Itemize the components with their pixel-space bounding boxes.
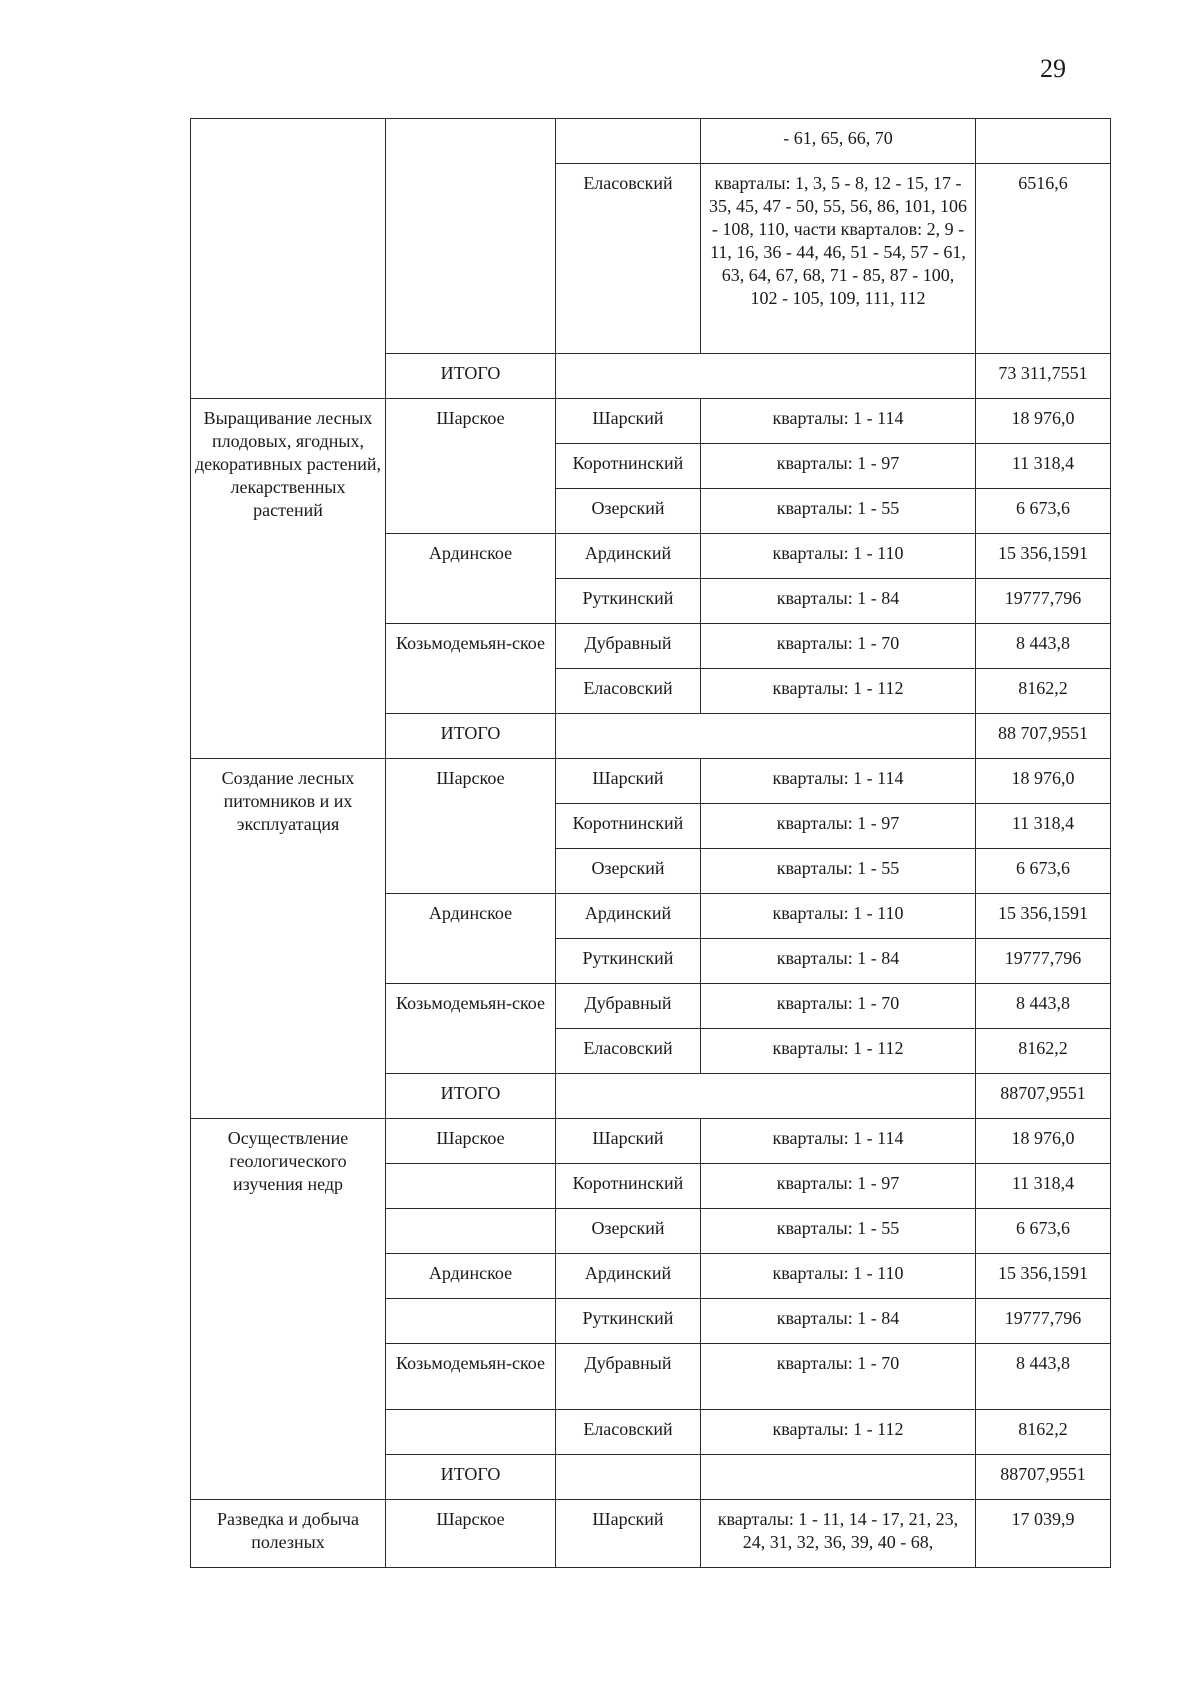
area-cell: 6 673,6 (976, 849, 1111, 894)
desc-cell: кварталы: 1 - 114 (701, 759, 976, 804)
activity-cell: Разведка и добыча полезных (191, 1500, 386, 1568)
forest-cell: Озерский (556, 489, 701, 534)
empty-cell (556, 354, 976, 399)
district-cell: Ардинское (386, 1254, 556, 1299)
desc-cell: кварталы: 1 - 84 (701, 939, 976, 984)
forest-cell: Дубравный (556, 1344, 701, 1410)
empty-cell (556, 1074, 976, 1119)
district-cell: Козьмодемьян-ское (386, 624, 556, 714)
desc-cell: кварталы: 1 - 70 (701, 624, 976, 669)
area-cell: 8162,2 (976, 669, 1111, 714)
area-cell: 11 318,4 (976, 1164, 1111, 1209)
desc-cell: кварталы: 1 - 110 (701, 894, 976, 939)
desc-cell: кварталы: 1 - 97 (701, 804, 976, 849)
table-row (191, 399, 1111, 444)
desc-cell: кварталы: 1 - 84 (701, 1299, 976, 1344)
desc-cell: кварталы: 1 - 112 (701, 1029, 976, 1074)
district-cell (386, 119, 556, 354)
table-row (191, 759, 1111, 804)
total-area: 88707,9551 (976, 1455, 1111, 1500)
page-number: 29 (1040, 54, 1066, 83)
district-cell: Козьмодемьян-ское (386, 984, 556, 1074)
forest-cell: Озерский (556, 1209, 701, 1254)
area-cell: 8 443,8 (976, 984, 1111, 1029)
forest-use-table (190, 118, 1111, 1568)
desc-cell: кварталы: 1 - 110 (701, 534, 976, 579)
desc-cell: кварталы: 1 - 11, 14 - 17, 21, 23, 24, 31, 32, 36, 39, 40 - 68, (701, 1500, 976, 1568)
forest-cell: Руткинский (556, 1299, 701, 1344)
desc-cell: кварталы: 1 - 70 (701, 1344, 976, 1410)
forest-cell: Шарский (556, 759, 701, 804)
desc-cell: кварталы: 1 - 97 (701, 444, 976, 489)
activity-cell: Осуществление геологического изучения недр (191, 1119, 386, 1500)
desc-cell: кварталы: 1 - 114 (701, 399, 976, 444)
forest-cell: Руткинский (556, 939, 701, 984)
desc-cell: кварталы: 1 - 110 (701, 1254, 976, 1299)
forest-cell: Еласовский (556, 669, 701, 714)
table-row (191, 119, 1111, 164)
area-cell: 6 673,6 (976, 1209, 1111, 1254)
desc-cell: кварталы: 1 - 97 (701, 1164, 976, 1209)
district-cell: Ардинское (386, 894, 556, 984)
forest-cell: Дубравный (556, 624, 701, 669)
district-cell: Шарское (386, 1500, 556, 1568)
desc-cell: кварталы: 1, 3, 5 - 8, 12 - 15, 17 - 35, 45, 47 - 50, 55, 56, 86, 101, 106 - 108, 110, части кварталов: 2, 9 - 11, 16, 36 - 44, 46, 51 - 54, 57 - 61, 63, 64, 67, 68, 71 - 85, 87 - 100, 102 - 105, 109, 111, 112 (701, 164, 976, 354)
area-cell: 15 356,1591 (976, 1254, 1111, 1299)
area-cell: 8 443,8 (976, 624, 1111, 669)
area-cell: 8162,2 (976, 1029, 1111, 1074)
district-cell: Шарское (386, 759, 556, 894)
area-cell: 15 356,1591 (976, 534, 1111, 579)
forest-cell (556, 119, 701, 164)
desc-cell: кварталы: 1 - 112 (701, 669, 976, 714)
area-cell: 18 976,0 (976, 399, 1111, 444)
desc-cell: кварталы: 1 - 84 (701, 579, 976, 624)
district-cell (386, 1209, 556, 1254)
area-cell: 17 039,9 (976, 1500, 1111, 1568)
desc-cell: кварталы: 1 - 112 (701, 1410, 976, 1455)
empty-cell (556, 714, 976, 759)
area-cell: 15 356,1591 (976, 894, 1111, 939)
forest-cell: Шарский (556, 399, 701, 444)
forest-cell: Коротнинский (556, 1164, 701, 1209)
district-cell (386, 1410, 556, 1455)
area-cell: 6516,6 (976, 164, 1111, 354)
desc-cell: - 61, 65, 66, 70 (701, 119, 976, 164)
forest-cell: Дубравный (556, 984, 701, 1029)
forest-cell: Еласовский (556, 1029, 701, 1074)
forest-cell: Еласовский (556, 164, 701, 354)
forest-cell: Коротнинский (556, 804, 701, 849)
total-label: ИТОГО (386, 1074, 556, 1119)
desc-cell: кварталы: 1 - 55 (701, 489, 976, 534)
desc-cell: кварталы: 1 - 55 (701, 1209, 976, 1254)
forest-cell: Ардинский (556, 894, 701, 939)
district-cell: Ардинское (386, 534, 556, 624)
forest-cell: Ардинский (556, 1254, 701, 1299)
empty-cell (556, 1455, 701, 1500)
area-cell: 11 318,4 (976, 804, 1111, 849)
desc-cell: кварталы: 1 - 114 (701, 1119, 976, 1164)
desc-cell: кварталы: 1 - 55 (701, 849, 976, 894)
area-cell: 18 976,0 (976, 759, 1111, 804)
district-cell: Шарское (386, 1119, 556, 1164)
empty-cell (701, 1455, 976, 1500)
total-area: 88707,9551 (976, 1074, 1111, 1119)
district-cell (386, 1164, 556, 1209)
area-cell: 6 673,6 (976, 489, 1111, 534)
forest-cell: Еласовский (556, 1410, 701, 1455)
forest-cell: Шарский (556, 1500, 701, 1568)
area-cell: 8 443,8 (976, 1344, 1111, 1410)
area-cell: 18 976,0 (976, 1119, 1111, 1164)
area-cell: 8162,2 (976, 1410, 1111, 1455)
table-row (191, 1119, 1111, 1164)
forest-cell: Озерский (556, 849, 701, 894)
district-cell (386, 1299, 556, 1344)
activity-cell: Выращивание лесных плодовых, ягодных, декоративных растений, лекарственных растений (191, 399, 386, 759)
table-row (191, 1500, 1111, 1568)
activity-cell (191, 119, 386, 399)
total-label: ИТОГО (386, 354, 556, 399)
desc-cell: кварталы: 1 - 70 (701, 984, 976, 1029)
area-cell (976, 119, 1111, 164)
total-area: 73 311,7551 (976, 354, 1111, 399)
area-cell: 19777,796 (976, 579, 1111, 624)
forest-cell: Ардинский (556, 534, 701, 579)
activity-cell: Создание лесных питомников и их эксплуатация (191, 759, 386, 1119)
forest-cell: Руткинский (556, 579, 701, 624)
total-label: ИТОГО (386, 714, 556, 759)
area-cell: 11 318,4 (976, 444, 1111, 489)
area-cell: 19777,796 (976, 1299, 1111, 1344)
forest-cell: Шарский (556, 1119, 701, 1164)
total-area: 88 707,9551 (976, 714, 1111, 759)
total-label: ИТОГО (386, 1455, 556, 1500)
area-cell: 19777,796 (976, 939, 1111, 984)
district-cell: Козьмодемьян-ское (386, 1344, 556, 1410)
district-cell: Шарское (386, 399, 556, 534)
forest-cell: Коротнинский (556, 444, 701, 489)
